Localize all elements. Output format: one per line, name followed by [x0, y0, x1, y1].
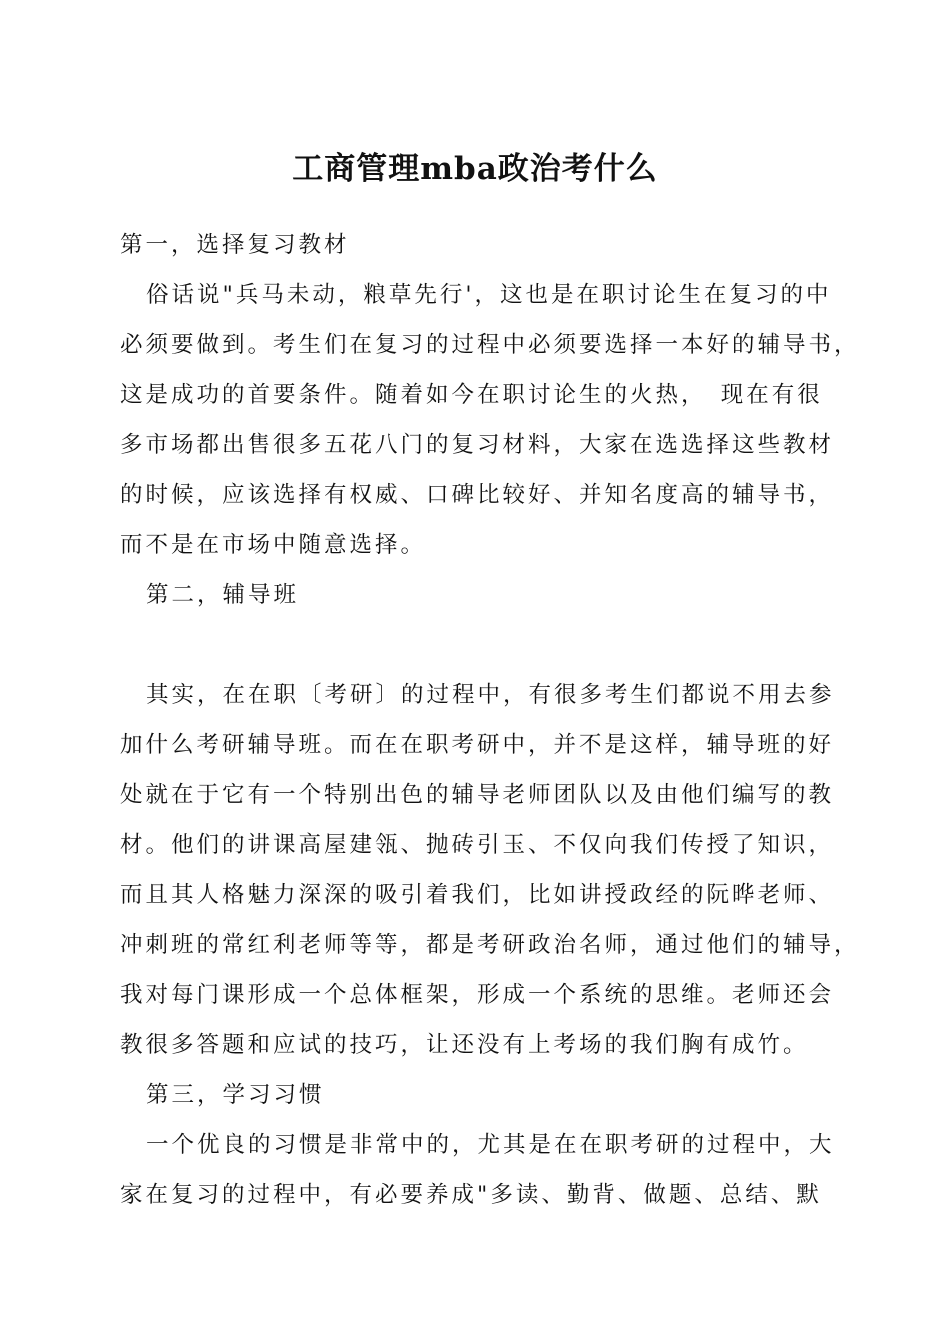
- paragraph-line: 家在复习的过程中，有必要养成"多读、勤背、做题、总结、默: [120, 1182, 822, 1208]
- paragraph-line: 俗话说"兵马未动，粮草先行'，这也是在职讨论生在复习的中: [146, 282, 832, 308]
- paragraph-line: 处就在于它有一个特别出色的辅导老师团队以及由他们编写的教: [120, 782, 835, 808]
- paragraph-line: 这是成功的首要条件。随着如今在职讨论生的火热， 现在有很: [120, 382, 823, 408]
- paragraph-line: 教很多答题和应试的技巧，让还没有上考场的我们胸有成竹。: [120, 1032, 809, 1058]
- paragraph-line: 其实，在在职〔考研〕的过程中，有很多考生们都说不用去参: [146, 682, 835, 708]
- section-heading: 第三，学习习惯: [146, 1082, 325, 1108]
- document-body: [120, 220, 860, 1220]
- section-heading: 第一，选择复习教材: [120, 232, 350, 258]
- paragraph-line: 的时候，应该选择有权威、口碑比较好、并知名度高的辅导书，: [120, 482, 835, 508]
- paragraph-line: 而且其人格魅力深深的吸引着我们，比如讲授政经的阮晔老师、: [120, 882, 835, 908]
- document-title: 工商管理mba政治考什么: [292, 151, 658, 187]
- paragraph-line: 我对每门课形成一个总体框架，形成一个系统的思维。老师还会: [120, 982, 835, 1008]
- paragraph-line: 一个优良的习惯是非常中的，尤其是在在职考研的过程中，大: [146, 1132, 835, 1158]
- paragraph-line: 必须要做到。考生们在复习的过程中必须要选择一本好的辅导书，: [120, 332, 860, 358]
- paragraph-line: 多市场都出售很多五花八门的复习材料，大家在选选择这些教材: [120, 432, 835, 458]
- section-heading: 第二，辅导班: [146, 582, 300, 608]
- paragraph-line: 加什么考研辅导班。而在在职考研中，并不是这样，辅导班的好: [120, 732, 835, 758]
- paragraph-line: 冲刺班的常红利老师等等，都是考研政治名师，通过他们的辅导，: [120, 932, 860, 958]
- paragraph-line: 而不是在市场中随意选择。: [120, 532, 427, 558]
- paragraph-line: 材。他们的讲课高屋建瓴、抛砖引玉、不仅向我们传授了知识，: [120, 832, 835, 858]
- blank-line: [120, 620, 840, 670]
